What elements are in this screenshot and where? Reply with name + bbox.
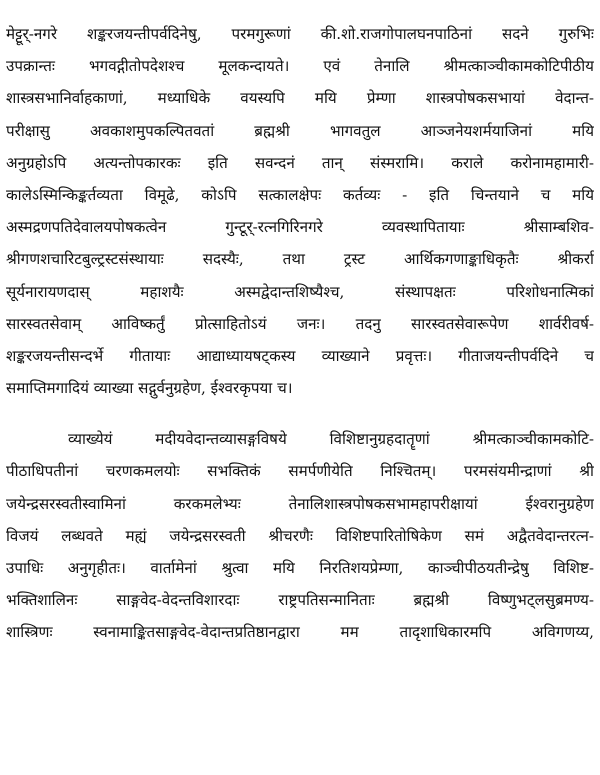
text-line: शङ्करजयन्तीसन्दर्भे गीतायाः आद्याध्यायषट्कस्य व्याख्याने प्रवृत्तः। गीताजयन्तीपर्वदिने च	[6, 346, 594, 365]
text-line: उपाधिः अनुगृहीतः। वार्तामेनां श्रुत्वा मयि निरतिशयप्रेम्णा, काञ्चीपीठयतीन्द्रेषु विशिष्ट-	[6, 559, 594, 577]
text-line: शास्त्रिणः स्वनामाङ्कितसाङ्गवेद-वेदान्तप्रतिष्ठानद्वारा मम तादृशाधिकारमपि अविगणय्य,	[6, 623, 594, 642]
text-line: अस्मद्रणपतिदेवालयपोषकत्वेन गुन्टूर्-रत्नगिरिनगरे व्यवस्थापितायाः श्रीसाम्बशिव-	[6, 218, 594, 237]
text-line: भक्तिशालिनः साङ्गवेद-वेदन्तविशारदाः राष्ट्रपतिसन्मानिताः ब्रह्मश्री विष्णुभट्लसुब्रमण्य-	[6, 591, 594, 610]
text-line: समाप्तिमगादियं व्याख्या सद्गुर्वनुग्रहेण, ईश्वरकृपया च।	[6, 379, 293, 398]
paragraph-1	[6, 18, 594, 404]
paragraph-2	[6, 423, 594, 648]
text-line: विजयं लब्धवते मह्यं जयेन्द्रसरस्वती श्रीचरणैः विशिष्टपारितोषिकेण समं अद्वैतवेदान्तरत्न-	[6, 526, 594, 545]
text-line: अनुग्रहोऽपि अत्यन्तोपकारकः इति सवन्दनं तान् संस्मरामि। कराले करोनामहामारी-	[6, 153, 594, 172]
text-line: जयेन्द्रसरस्वतीस्वामिनां करकमलेभ्यः तेनालिशास्त्रपोषकसभामहापरीक्षायां ईश्वरानुग्रहेण	[6, 494, 594, 513]
text-line: व्याख्येयं मदीयवेदान्तव्यासङ्गविषये विशिष्टानुग्रहदातॄणां श्रीमत्काञ्चीकामकोटि-	[68, 430, 594, 449]
text-line: सारस्वतसेवाम् आविष्कर्तुं प्रोत्साहितोऽयं जनः। तदनु सारस्वतसेवारूपेण शार्वरीवर्ष-	[6, 314, 594, 333]
text-line: मेट्टूर्-नगरे शङ्करजयन्तीपर्वदिनेषु, परमगुरूणां की.शो.राजगोपालघनपाठिनां सदने गुरुभिः	[6, 25, 594, 43]
text-line: श्रीगणशचारिटबुल्ट्रस्टसंस्थायाः सदस्यैः, तथा ट्रस्ट आर्थिकगणाङ्काधिकृतैः श्रीकर्रा	[6, 250, 594, 269]
text-line: पीठाधिपतीनां चरणकमलयोः सभक्तिकं समर्पणीयेति निश्चितम्। परमसंयमीन्द्राणां श्री	[6, 462, 594, 481]
paragraph-divider	[6, 404, 594, 423]
document-page	[6, 18, 594, 649]
text-line: कालेऽस्मिन्किङ्कर्तव्यता विमूढे, कोऽपि सत्कालक्षेपः कर्तव्यः - इति चिन्तयाने च मयि	[6, 185, 594, 204]
text-line: शास्त्रसभानिर्वाहकाणां, मध्याधिके वयस्यपि मयि प्रेम्णा शास्त्रपोषकसभायां वेदान्त-	[6, 89, 594, 108]
text-line: परीक्षासु अवकाशमुपकल्पितवतां ब्रह्मश्री भागवतुल आञ्जनेयशर्मयाजिनां मयि	[6, 121, 594, 140]
text-line: सूर्यनारायणदास् महाशयैः अस्मद्वेदान्तशिष्यैश्च, संस्थापक्षतः परिशोधनात्मिकां	[6, 282, 594, 301]
text-line: उपक्रान्तः भगवद्गीतोपदेशश्च मूलकन्दायते। एवं तेनालि श्रीमत्काञ्चीकामकोटिपीठीय	[6, 57, 594, 76]
